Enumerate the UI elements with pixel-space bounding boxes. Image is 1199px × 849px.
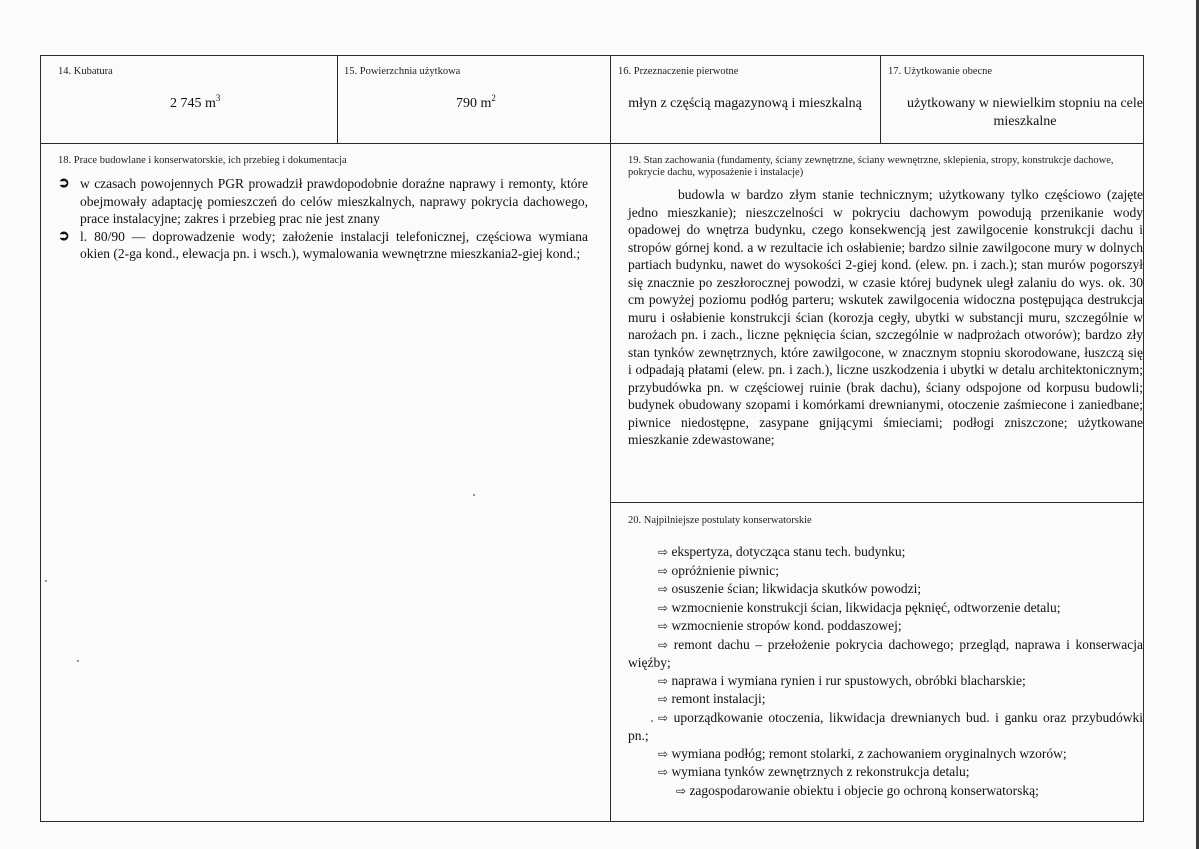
cell18-list bbox=[58, 175, 588, 263]
list-item: ⇨ wymiana podłóg; remont stolarki, z zachowaniem oryginalnych wzorów; bbox=[658, 745, 1067, 761]
outline-right-arrow-icon: ⇨ bbox=[658, 619, 669, 633]
bold-right-arrow-icon: ➲ bbox=[58, 228, 70, 244]
cell17-label: 17. Użytkowanie obecne bbox=[888, 66, 993, 77]
cell20-top-rule bbox=[610, 502, 1144, 503]
cell16-value: młyn z częścią magazynową i mieszkalną bbox=[628, 96, 862, 111]
list-item: ⇨ wzmocnienie konstrukcji ścian, likwidacja pęknięć, odtworzenie detalu; bbox=[658, 599, 1061, 615]
cell14-value: 2 745 $m^3$ bbox=[170, 93, 221, 111]
list-item: ⇨ remont dachu – przełożenie pokrycia dachowego; przegląd, naprawa i konserwacja więźby; bbox=[628, 636, 1144, 670]
outline-right-arrow-icon: ⇨ bbox=[658, 637, 669, 652]
list-item: ➲ l. 80/90 — doprowadzenie wody; założenie instalacji telefonicznej, częściowa wymiana okien (2-ga kond., elewacja pn. i wsch.), wymalowania wewnętrzne mieszkania2-giej kond.; bbox=[58, 228, 588, 261]
bold-right-arrow-icon: ➲ bbox=[58, 176, 70, 191]
list-item: ⇨ opróżnienie piwnic; bbox=[658, 562, 780, 578]
top-rule bbox=[40, 55, 1144, 56]
cell15-value: 790 $m^2$ bbox=[456, 93, 496, 111]
right-border bbox=[1143, 55, 1144, 822]
bottom-rule bbox=[40, 821, 1144, 822]
outline-right-arrow-icon: ⇨ bbox=[658, 746, 669, 761]
left-border bbox=[40, 55, 41, 822]
list-item: ➲ w czasach powojennych PGR prowadził prawdopodobnie doraźne naprawy i remonty, które obejmowały adaptację pomieszczeń do celów mieszkalnych, naprawy pokrycia dachowego, prace instalacyjne; zakres i przebieg prac nie jest znany bbox=[58, 176, 588, 226]
divider-14-15 bbox=[337, 55, 338, 144]
divider-16-17 bbox=[880, 55, 881, 144]
scan-speck bbox=[651, 720, 653, 722]
cell18-label: 18. Prace budowlane i konserwatorskie, ich przebieg i dokumentacja bbox=[58, 155, 347, 166]
divider-15-16 bbox=[610, 55, 611, 822]
row1-bottom-rule bbox=[40, 143, 1144, 144]
list-item: ⇨ osuszenie ścian; likwidacja skutków powodzi; bbox=[658, 581, 922, 596]
outline-right-arrow-icon: ⇨ bbox=[658, 563, 669, 578]
scan-speck bbox=[77, 660, 79, 662]
outline-right-arrow-icon: ⇨ bbox=[658, 692, 669, 706]
cell20-label: 20. Najpilniejsze postulaty konserwatorskie bbox=[628, 515, 812, 526]
scan-speck bbox=[45, 580, 47, 582]
cell19-text: budowla w bardzo złym stanie technicznym; użytkowany tylko częściowo (zajęte jedno mieszkanie); nieszczelności w pokryciu dachowym powodują przenikanie wody opadowej do wnętrza budynku, czego konsekwencją jest zawilgocenie konstrukcji dachu i stropów górnej kond. a w rezultacie ich osłabienie; bardzo silnie zawilgocone mury w dolnych partiach budynku, nawet do wysokości 2-giej kond. (elew. pn. i zach.); stan murów pogorszył się znacznie po zeszłorocznej powodzi, w czasie której budynek uległ zalaniu do wys. ok. 30 cm powyżej poziomu podłóg parteru; wskutek zawilgocenia widoczna postępująca destrukcja muru i osłabienie konstrukcji ścian (korozja cegły, ubytki w substancji muru, szczególnie w narożach pn. i zach., liczne pęknięcia ścian, szczególnie w nadprożach otworów); bardzo zły stan tynków zewnętrznych, które zawilgocone, w znacznym stopniu skorodowane, łuszczą się i odpadają płatami (elew. pn. i zach.), liczne uszkodzenia i ubytki w detalu architektonicznym; przybudówka pn. w częściowej ruinie (brak dachu), ściany odspojone od korpusu budowli; budynek obudowany szopami i komórkami drewnianymi, otoczenie zaśmiecone i zaniedbane; piwnice niedostępne, zasypane gnijącymi śmieciami; podłogi zniszczone; użytkowane mieszkanie zdewastowane; bbox=[628, 187, 1143, 447]
cell17-value: użytkowany w niewielkim stopniu na cele mieszkalne bbox=[907, 96, 1143, 129]
outline-right-arrow-icon: ⇨ bbox=[658, 545, 669, 559]
list-item: ⇨ ekspertyza, dotycząca stanu tech. budynku; bbox=[658, 544, 906, 559]
outline-right-arrow-icon: ⇨ bbox=[658, 673, 669, 688]
cell20-list bbox=[628, 543, 1143, 800]
cell15-label: 15. Powierzchnia użytkowa bbox=[344, 66, 461, 77]
list-item: ⇨ wzmocnienie stropów kond. poddaszowej; bbox=[658, 618, 902, 633]
outline-right-arrow-icon: ⇨ bbox=[658, 765, 669, 779]
outline-right-arrow-icon: ⇨ bbox=[676, 783, 687, 798]
list-item: ⇨ uporządkowanie otoczenia, likwidacja drewnianych bud. i ganku oraz przybudówki pn.; bbox=[628, 709, 1144, 743]
cell16-label: 16. Przeznaczenie pierwotne bbox=[618, 66, 739, 77]
cell14-label: 14. Kubatura bbox=[58, 66, 113, 77]
scan-speck bbox=[473, 494, 475, 496]
outline-right-arrow-icon: ⇨ bbox=[658, 582, 669, 596]
list-item: ⇨ wymiana tynków zewnętrznych z rekonstrukcja detalu; bbox=[658, 764, 970, 779]
list-item: ⇨ naprawa i wymiana rynien i rur spustowych, obróbki blacharskie; bbox=[658, 672, 1026, 688]
list-item: ⇨ zagospodarowanie obiektu i objecie go ochroną konserwatorską; bbox=[676, 782, 1039, 798]
cell19-label: 19. Stan zachowania (fundamenty, ściany zewnętrzne, ściany wewnętrzne, sklepienia, stropy, konstrukcje dachowe, pokrycie dachu, wyposażenie i instalacje) bbox=[628, 155, 1114, 178]
list-item: ⇨ remont instalacji; bbox=[658, 691, 766, 706]
outline-right-arrow-icon: ⇨ bbox=[658, 600, 669, 615]
outline-right-arrow-icon: ⇨ bbox=[658, 710, 669, 725]
